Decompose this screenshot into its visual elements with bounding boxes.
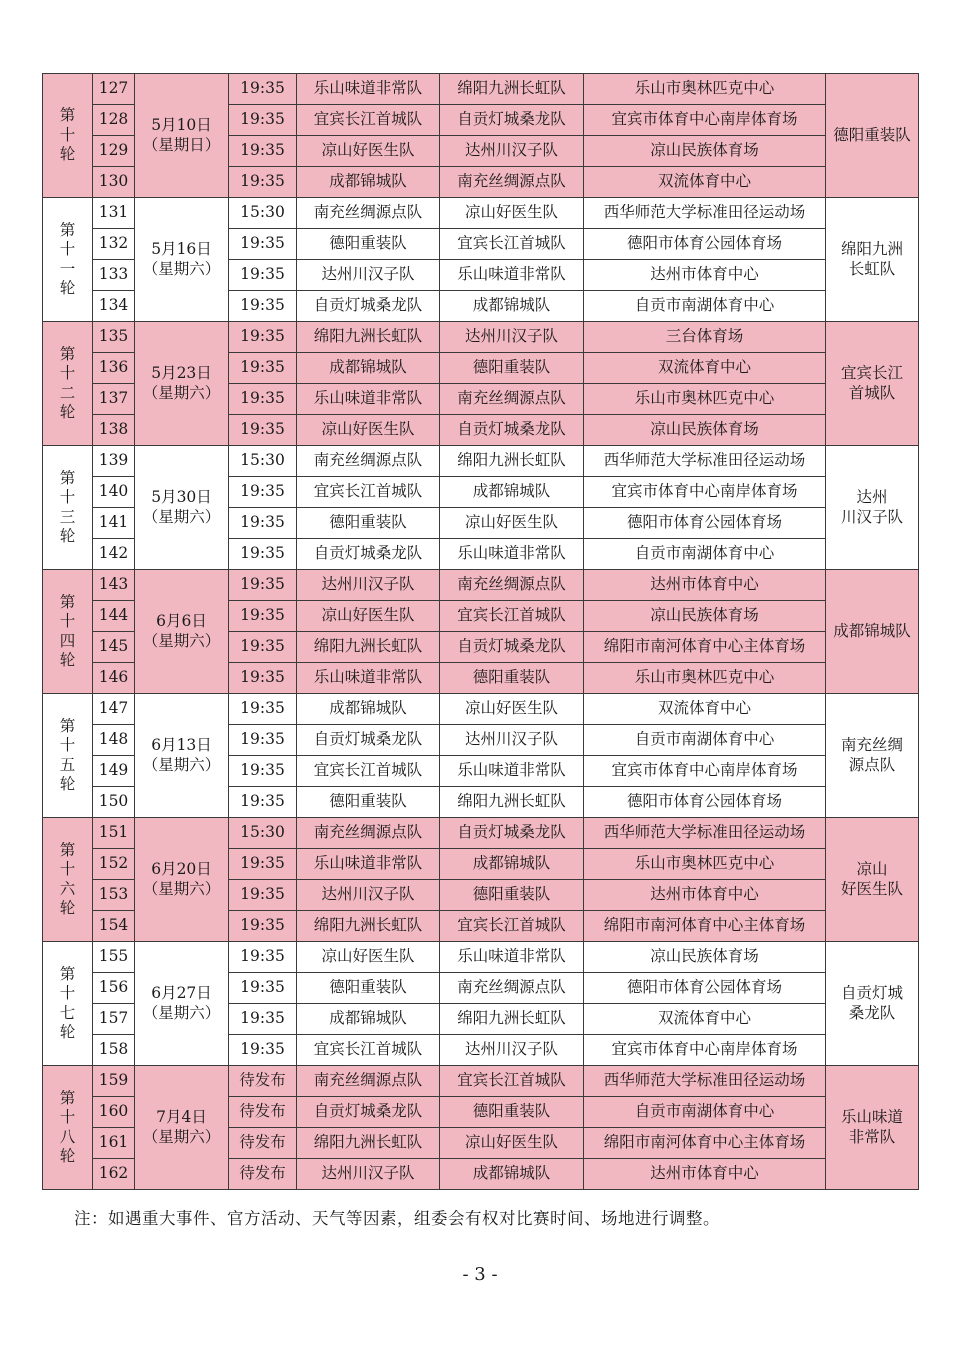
- match-number: 161: [93, 1128, 135, 1159]
- match-date: [135, 694, 229, 818]
- away-team: 凉山好医生队: [440, 198, 584, 229]
- bye-team-line: 德阳重装队: [833, 125, 911, 144]
- round-label-char: 十: [59, 984, 76, 1003]
- match-number: 157: [93, 1004, 135, 1035]
- match-number: 133: [93, 260, 135, 291]
- match-number: 127: [93, 74, 135, 105]
- venue: 绵阳市南河体育中心主体育场: [584, 632, 826, 663]
- home-team: 宜宾长江首城队: [297, 1035, 440, 1066]
- kickoff-time: 19:35: [229, 384, 297, 415]
- round-label-char: 第: [59, 840, 76, 859]
- home-team: 自贡灯城桑龙队: [297, 725, 440, 756]
- venue: 绵阳市南河体育中心主体育场: [584, 911, 826, 942]
- round-label: [43, 446, 93, 570]
- kickoff-time: 15:30: [229, 446, 297, 477]
- bye-team-line: 川汉子队: [840, 507, 903, 526]
- kickoff-time: 19:35: [229, 260, 297, 291]
- round-label-char: 十: [59, 488, 76, 507]
- away-team: 南充丝绸源点队: [440, 167, 584, 198]
- venue: 宜宾市体育中心南岸体育场: [584, 105, 826, 136]
- kickoff-time: 19:35: [229, 353, 297, 384]
- venue: 双流体育中心: [584, 694, 826, 725]
- round-label-char: 轮: [59, 1022, 76, 1041]
- away-team: 自贡灯城桑龙队: [440, 818, 584, 849]
- round-label: [43, 74, 93, 198]
- match-row: [43, 446, 919, 477]
- match-number: 148: [93, 725, 135, 756]
- round-label-char: 轮: [59, 402, 76, 421]
- match-date: [135, 1066, 229, 1190]
- home-team: 南充丝绸源点队: [297, 198, 440, 229]
- round-label-char: 十: [59, 612, 76, 631]
- kickoff-time: 待发布: [229, 1097, 297, 1128]
- match-number: 134: [93, 291, 135, 322]
- home-team: 宜宾长江首城队: [297, 105, 440, 136]
- venue: 绵阳市南河体育中心主体育场: [584, 1128, 826, 1159]
- round-label: [43, 198, 93, 322]
- venue: 凉山民族体育场: [584, 136, 826, 167]
- home-team: 达州川汉子队: [297, 570, 440, 601]
- bye-team-line: 宜宾长江: [840, 364, 903, 383]
- weekday-text: （星期六）: [142, 1003, 221, 1022]
- away-team: 成都锦城队: [440, 477, 584, 508]
- match-number: 138: [93, 415, 135, 446]
- match-number: 145: [93, 632, 135, 663]
- round-label-char: 轮: [59, 145, 76, 164]
- date-text: 6月13日: [151, 736, 212, 755]
- away-team: 达州川汉子队: [440, 1035, 584, 1066]
- match-number: 155: [93, 942, 135, 973]
- date-text: 5月23日: [151, 364, 212, 383]
- schedule-table: [42, 73, 919, 1190]
- venue: 双流体育中心: [584, 1004, 826, 1035]
- away-team: 南充丝绸源点队: [440, 384, 584, 415]
- away-team: 达州川汉子队: [440, 322, 584, 353]
- bye-team-line: 成都锦城队: [833, 621, 911, 640]
- venue: 三台体育场: [584, 322, 826, 353]
- away-team: 宜宾长江首城队: [440, 1066, 584, 1097]
- kickoff-time: 19:35: [229, 539, 297, 570]
- venue: 德阳市体育公园体育场: [584, 229, 826, 260]
- kickoff-time: 待发布: [229, 1066, 297, 1097]
- bye-team-line: 非常队: [848, 1127, 896, 1146]
- away-team: 达州川汉子队: [440, 136, 584, 167]
- round-label-char: 十: [59, 240, 76, 259]
- match-row: [43, 942, 919, 973]
- home-team: 达州川汉子队: [297, 260, 440, 291]
- round-label-char: 轮: [59, 774, 76, 793]
- away-team: 宜宾长江首城队: [440, 229, 584, 260]
- round-label-char: 第: [59, 592, 76, 611]
- match-number: 147: [93, 694, 135, 725]
- match-date: [135, 570, 229, 694]
- venue: 西华师范大学标准田径运动场: [584, 818, 826, 849]
- home-team: 乐山味道非常队: [297, 663, 440, 694]
- bye-team: [826, 322, 919, 446]
- venue: 西华师范大学标准田径运动场: [584, 446, 826, 477]
- match-number: 146: [93, 663, 135, 694]
- away-team: 成都锦城队: [440, 1159, 584, 1190]
- match-number: 149: [93, 756, 135, 787]
- bye-team-line: 长虹队: [848, 259, 896, 278]
- home-team: 宜宾长江首城队: [297, 756, 440, 787]
- kickoff-time: 19:35: [229, 1004, 297, 1035]
- kickoff-time: 19:35: [229, 725, 297, 756]
- match-number: 154: [93, 911, 135, 942]
- venue: 乐山市奥林匹克中心: [584, 663, 826, 694]
- home-team: 成都锦城队: [297, 353, 440, 384]
- round-label-char: 十: [59, 1108, 76, 1127]
- home-team: 乐山味道非常队: [297, 384, 440, 415]
- venue: 自贡市南湖体育中心: [584, 291, 826, 322]
- home-team: 凉山好医生队: [297, 601, 440, 632]
- match-number: 132: [93, 229, 135, 260]
- home-team: 达州川汉子队: [297, 880, 440, 911]
- round-label-char: 轮: [59, 1146, 76, 1165]
- round-label-char: 轮: [59, 526, 76, 545]
- home-team: 成都锦城队: [297, 1004, 440, 1035]
- away-team: 乐山味道非常队: [440, 942, 584, 973]
- schedule-body: [43, 74, 919, 1190]
- round-label-char: 三: [59, 507, 76, 526]
- home-team: 成都锦城队: [297, 694, 440, 725]
- home-team: 自贡灯城桑龙队: [297, 291, 440, 322]
- venue: 德阳市体育公园体育场: [584, 508, 826, 539]
- weekday-text: （星期六）: [142, 879, 221, 898]
- away-team: 绵阳九洲长虹队: [440, 446, 584, 477]
- venue: 自贡市南湖体育中心: [584, 1097, 826, 1128]
- home-team: 南充丝绸源点队: [297, 1066, 440, 1097]
- match-number: 159: [93, 1066, 135, 1097]
- bye-team: [826, 942, 919, 1066]
- match-number: 136: [93, 353, 135, 384]
- venue: 双流体育中心: [584, 353, 826, 384]
- kickoff-time: 19:35: [229, 880, 297, 911]
- match-row: [43, 694, 919, 725]
- bye-team: [826, 818, 919, 942]
- venue: 乐山市奥林匹克中心: [584, 74, 826, 105]
- home-team: 德阳重装队: [297, 508, 440, 539]
- match-number: 131: [93, 198, 135, 229]
- round-label: [43, 570, 93, 694]
- home-team: 宜宾长江首城队: [297, 477, 440, 508]
- bye-team: [826, 74, 919, 198]
- kickoff-time: 15:30: [229, 198, 297, 229]
- round-label-char: 十: [59, 860, 76, 879]
- bye-team-line: 桑龙队: [848, 1003, 896, 1022]
- kickoff-time: 19:35: [229, 415, 297, 446]
- page-number: - 3 -: [462, 1264, 498, 1285]
- home-team: 自贡灯城桑龙队: [297, 539, 440, 570]
- match-number: 135: [93, 322, 135, 353]
- match-number: 150: [93, 787, 135, 818]
- kickoff-time: 待发布: [229, 1159, 297, 1190]
- away-team: 德阳重装队: [440, 880, 584, 911]
- round-label-char: 六: [59, 879, 76, 898]
- kickoff-time: 19:35: [229, 74, 297, 105]
- away-team: 凉山好医生队: [440, 694, 584, 725]
- away-team: 自贡灯城桑龙队: [440, 415, 584, 446]
- weekday-text: （星期六）: [142, 755, 221, 774]
- kickoff-time: 19:35: [229, 1035, 297, 1066]
- round-label-char: 一: [59, 259, 76, 278]
- match-number: 143: [93, 570, 135, 601]
- round-label-char: 轮: [59, 278, 76, 297]
- round-label-char: 第: [59, 964, 76, 983]
- kickoff-time: 待发布: [229, 1128, 297, 1159]
- match-number: 153: [93, 880, 135, 911]
- venue: 宜宾市体育中心南岸体育场: [584, 477, 826, 508]
- away-team: 自贡灯城桑龙队: [440, 632, 584, 663]
- bye-team-line: 首城队: [848, 383, 896, 402]
- kickoff-time: 19:35: [229, 756, 297, 787]
- round-label-char: 二: [59, 383, 76, 402]
- kickoff-time: 19:35: [229, 291, 297, 322]
- kickoff-time: 19:35: [229, 229, 297, 260]
- bye-team: [826, 446, 919, 570]
- venue: 达州市体育中心: [584, 260, 826, 291]
- away-team: 宜宾长江首城队: [440, 601, 584, 632]
- match-number: 162: [93, 1159, 135, 1190]
- round-label: [43, 1066, 93, 1190]
- match-number: 152: [93, 849, 135, 880]
- round-label-char: 四: [59, 631, 76, 650]
- home-team: 德阳重装队: [297, 787, 440, 818]
- match-number: 137: [93, 384, 135, 415]
- round-label: [43, 322, 93, 446]
- round-label-char: 第: [59, 468, 76, 487]
- round-label: [43, 942, 93, 1066]
- round-label-char: 五: [59, 755, 76, 774]
- home-team: 德阳重装队: [297, 973, 440, 1004]
- bye-team: [826, 198, 919, 322]
- match-number: 151: [93, 818, 135, 849]
- home-team: 凉山好医生队: [297, 415, 440, 446]
- venue: 凉山民族体育场: [584, 942, 826, 973]
- bye-team-line: 绵阳九洲: [840, 240, 903, 259]
- date-text: 6月20日: [151, 860, 212, 879]
- venue: 双流体育中心: [584, 167, 826, 198]
- venue: 西华师范大学标准田径运动场: [584, 198, 826, 229]
- away-team: 成都锦城队: [440, 291, 584, 322]
- bye-team-line: 好医生队: [840, 879, 903, 898]
- bye-team-line: 源点队: [848, 755, 896, 774]
- home-team: 达州川汉子队: [297, 1159, 440, 1190]
- home-team: 成都锦城队: [297, 167, 440, 198]
- match-date: [135, 942, 229, 1066]
- kickoff-time: 19:35: [229, 911, 297, 942]
- kickoff-time: 19:35: [229, 663, 297, 694]
- away-team: 德阳重装队: [440, 1097, 584, 1128]
- match-number: 129: [93, 136, 135, 167]
- venue: 宜宾市体育中心南岸体育场: [584, 756, 826, 787]
- kickoff-time: 19:35: [229, 787, 297, 818]
- venue: 达州市体育中心: [584, 570, 826, 601]
- round-label-char: 第: [59, 106, 76, 125]
- round-label-char: 十: [59, 125, 76, 144]
- weekday-text: （星期日）: [142, 135, 221, 154]
- kickoff-time: 19:35: [229, 136, 297, 167]
- match-row: [43, 74, 919, 105]
- match-number: 130: [93, 167, 135, 198]
- bye-team-line: 南充丝绸: [840, 736, 903, 755]
- venue: 乐山市奥林匹克中心: [584, 384, 826, 415]
- kickoff-time: 15:30: [229, 818, 297, 849]
- home-team: 凉山好医生队: [297, 136, 440, 167]
- away-team: 绵阳九洲长虹队: [440, 1004, 584, 1035]
- away-team: 南充丝绸源点队: [440, 973, 584, 1004]
- venue: 德阳市体育公园体育场: [584, 973, 826, 1004]
- match-date: [135, 322, 229, 446]
- kickoff-time: 19:35: [229, 570, 297, 601]
- kickoff-time: 19:35: [229, 694, 297, 725]
- home-team: 绵阳九洲长虹队: [297, 632, 440, 663]
- away-team: 南充丝绸源点队: [440, 570, 584, 601]
- away-team: 乐山味道非常队: [440, 756, 584, 787]
- away-team: 乐山味道非常队: [440, 539, 584, 570]
- away-team: 德阳重装队: [440, 353, 584, 384]
- home-team: 自贡灯城桑龙队: [297, 1097, 440, 1128]
- match-row: [43, 570, 919, 601]
- away-team: 德阳重装队: [440, 663, 584, 694]
- date-text: 7月4日: [156, 1108, 207, 1127]
- round-label: [43, 694, 93, 818]
- kickoff-time: 19:35: [229, 973, 297, 1004]
- match-row: [43, 322, 919, 353]
- bye-team-line: 达州: [856, 488, 888, 507]
- match-date: [135, 74, 229, 198]
- footnote: 注：如遇重大事件、官方活动、天气等因素，组委会有权对比赛时间、场地进行调整。: [74, 1209, 720, 1228]
- match-number: 128: [93, 105, 135, 136]
- match-date: [135, 818, 229, 942]
- bye-team: [826, 694, 919, 818]
- venue: 凉山民族体育场: [584, 415, 826, 446]
- round-label-char: 七: [59, 1003, 76, 1022]
- venue: 德阳市体育公园体育场: [584, 787, 826, 818]
- round-label-char: 十: [59, 736, 76, 755]
- home-team: 南充丝绸源点队: [297, 818, 440, 849]
- date-text: 5月10日: [151, 116, 212, 135]
- kickoff-time: 19:35: [229, 105, 297, 136]
- round-label-char: 第: [59, 220, 76, 239]
- match-row: [43, 1066, 919, 1097]
- date-text: 5月16日: [151, 240, 212, 259]
- venue: 自贡市南湖体育中心: [584, 539, 826, 570]
- bye-team: [826, 1066, 919, 1190]
- kickoff-time: 19:35: [229, 508, 297, 539]
- away-team: 达州川汉子队: [440, 725, 584, 756]
- bye-team-line: 凉山: [856, 860, 888, 879]
- match-row: [43, 198, 919, 229]
- match-number: 141: [93, 508, 135, 539]
- home-team: 绵阳九洲长虹队: [297, 1128, 440, 1159]
- match-number: 142: [93, 539, 135, 570]
- round-label-char: 轮: [59, 898, 76, 917]
- round-label-char: 八: [59, 1127, 76, 1146]
- bye-team-line: 自贡灯城: [840, 984, 903, 1003]
- venue: 达州市体育中心: [584, 880, 826, 911]
- weekday-text: （星期六）: [142, 259, 221, 278]
- kickoff-time: 19:35: [229, 601, 297, 632]
- venue: 西华师范大学标准田径运动场: [584, 1066, 826, 1097]
- venue: 自贡市南湖体育中心: [584, 725, 826, 756]
- home-team: 凉山好医生队: [297, 942, 440, 973]
- match-number: 156: [93, 973, 135, 1004]
- away-team: 乐山味道非常队: [440, 260, 584, 291]
- away-team: 绵阳九洲长虹队: [440, 74, 584, 105]
- away-team: 宜宾长江首城队: [440, 911, 584, 942]
- weekday-text: （星期六）: [142, 507, 221, 526]
- venue: 乐山市奥林匹克中心: [584, 849, 826, 880]
- home-team: 德阳重装队: [297, 229, 440, 260]
- home-team: 乐山味道非常队: [297, 849, 440, 880]
- home-team: 绵阳九洲长虹队: [297, 322, 440, 353]
- round-label-char: 十: [59, 364, 76, 383]
- kickoff-time: 19:35: [229, 632, 297, 663]
- kickoff-time: 19:35: [229, 477, 297, 508]
- home-team: 乐山味道非常队: [297, 74, 440, 105]
- kickoff-time: 19:35: [229, 322, 297, 353]
- round-label-char: 第: [59, 716, 76, 735]
- kickoff-time: 19:35: [229, 849, 297, 880]
- round-label-char: 轮: [59, 650, 76, 669]
- match-number: 140: [93, 477, 135, 508]
- venue: 宜宾市体育中心南岸体育场: [584, 1035, 826, 1066]
- bye-team: [826, 570, 919, 694]
- match-date: [135, 446, 229, 570]
- home-team: 绵阳九洲长虹队: [297, 911, 440, 942]
- round-label: [43, 818, 93, 942]
- bye-team-line: 乐山味道: [840, 1108, 903, 1127]
- match-number: 144: [93, 601, 135, 632]
- date-text: 6月27日: [151, 984, 212, 1003]
- date-text: 5月30日: [151, 488, 212, 507]
- match-date: [135, 198, 229, 322]
- weekday-text: （星期六）: [142, 1127, 221, 1146]
- away-team: 成都锦城队: [440, 849, 584, 880]
- venue: 达州市体育中心: [584, 1159, 826, 1190]
- date-text: 6月6日: [156, 612, 207, 631]
- away-team: 凉山好医生队: [440, 508, 584, 539]
- kickoff-time: 19:35: [229, 942, 297, 973]
- weekday-text: （星期六）: [142, 383, 221, 402]
- away-team: 自贡灯城桑龙队: [440, 105, 584, 136]
- match-number: 158: [93, 1035, 135, 1066]
- weekday-text: （星期六）: [142, 631, 221, 650]
- match-number: 139: [93, 446, 135, 477]
- home-team: 南充丝绸源点队: [297, 446, 440, 477]
- away-team: 绵阳九洲长虹队: [440, 787, 584, 818]
- away-team: 凉山好医生队: [440, 1128, 584, 1159]
- round-label-char: 第: [59, 344, 76, 363]
- venue: 凉山民族体育场: [584, 601, 826, 632]
- round-label-char: 第: [59, 1088, 76, 1107]
- kickoff-time: 19:35: [229, 167, 297, 198]
- match-number: 160: [93, 1097, 135, 1128]
- match-row: [43, 818, 919, 849]
